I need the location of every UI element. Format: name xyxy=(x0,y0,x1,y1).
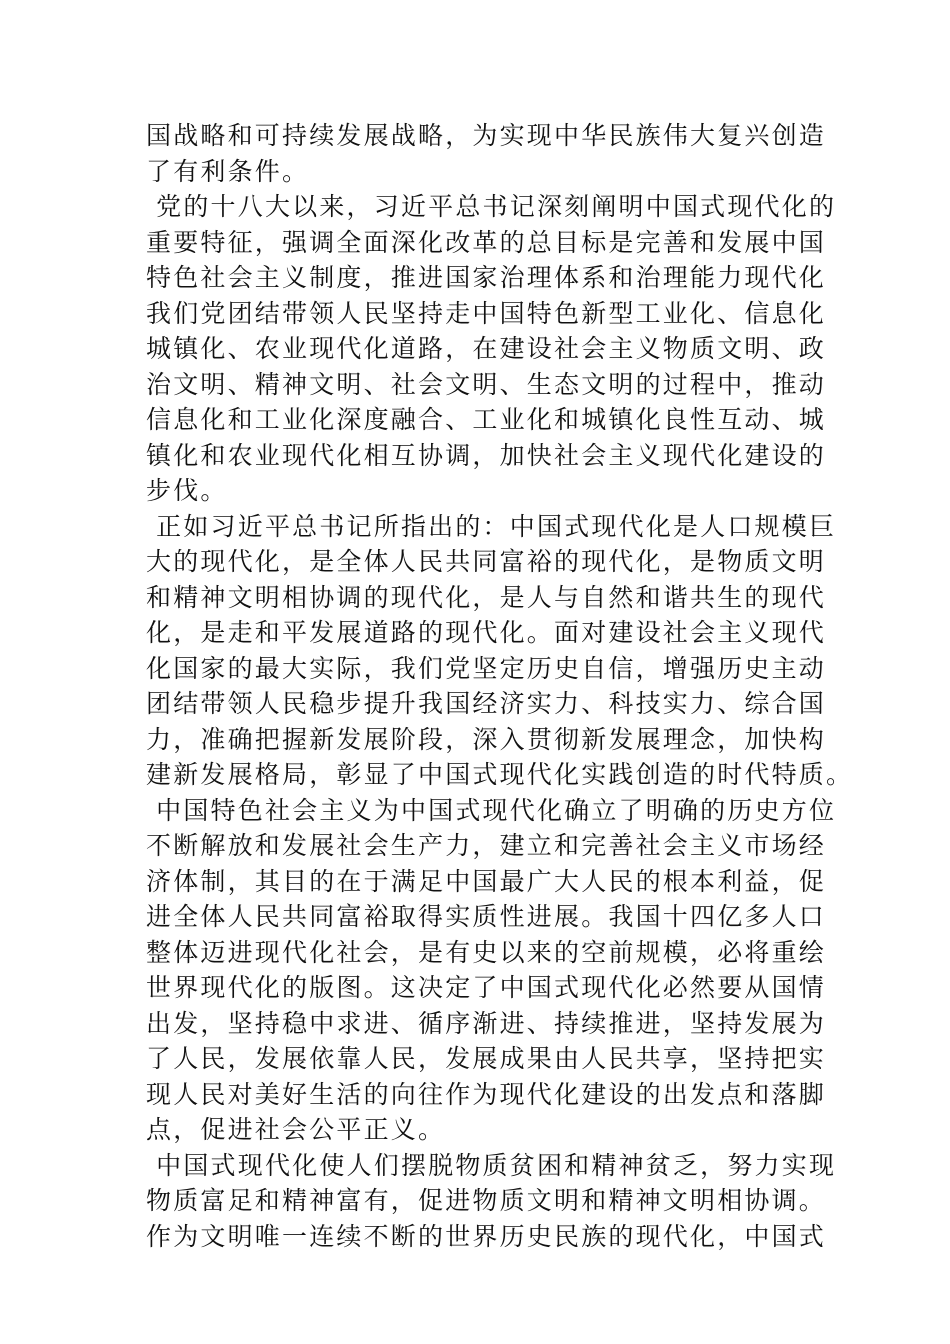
text-line: 中国式现代化使人们摆脱物质贫困和精神贫乏，努力实现 xyxy=(146,1150,837,1180)
body-text xyxy=(146,118,854,1254)
text-line: 现人民对美好生活的向往作为现代化建设的出发点和落脚 xyxy=(146,1079,827,1109)
text-line: 城镇化、农业现代化道路，在建设社会主义物质文明、政 xyxy=(146,334,827,363)
text-line: 进全体人民共同富裕取得实质性进展。我国十四亿多人口 xyxy=(146,902,827,931)
text-line: 世界现代化的版图。这决定了中国式现代化必然要从国情 xyxy=(146,973,827,1002)
text-line: 化，是走和平发展道路的现代化。面对建设社会主义现代 xyxy=(146,618,827,647)
text-line: 出发，坚持稳中求进、循序渐进、持续推进，坚持发展为 xyxy=(146,1008,827,1038)
text-line: 和精神文明相协调的现代化，是人与自然和谐共生的现代 xyxy=(146,582,827,612)
text-line: 我们党团结带领人民坚持走中国特色新型工业化、信息化 xyxy=(146,298,827,328)
text-line: 中国特色社会主义为中国式现代化确立了明确的历史方位 xyxy=(146,795,837,825)
text-line: 作为文明唯一连续不断的世界历史民族的现代化，中国式 xyxy=(146,1221,827,1251)
text-line: 镇化和农业现代化相互协调，加快社会主义现代化建设的 xyxy=(146,440,827,470)
text-line: 团结带领人民稳步提升我国经济实力、科技实力、综合国 xyxy=(146,689,827,718)
text-line: 了有利条件。 xyxy=(146,156,310,186)
text-line: 化国家的最大实际，我们党坚定历史自信，增强历史主动 xyxy=(146,653,827,683)
text-line: 特色社会主义制度，推进国家治理体系和治理能力现代化 xyxy=(146,263,827,292)
text-line: 整体迈进现代化社会，是有史以来的空前规模，必将重绘 xyxy=(146,937,827,967)
text-line: 信息化和工业化深度融合、工业化和城镇化良性互动、城 xyxy=(146,405,827,434)
text-line: 党的十八大以来，习近平总书记深刻阐明中国式现代化的 xyxy=(146,192,837,221)
text-line: 物质富足和精神富有，促进物质文明和精神文明相协调。 xyxy=(146,1186,827,1215)
text-line: 力，准确把握新发展阶段，深入贯彻新发展理念，加快构 xyxy=(146,724,827,754)
text-line: 正如习近平总书记所指出的：中国式现代化是人口规模巨 xyxy=(146,511,837,541)
text-line: 步伐。 xyxy=(146,476,228,505)
text-line: 国战略和可持续发展战略，为实现中华民族伟大复兴创造 xyxy=(146,121,827,150)
text-line: 治文明、精神文明、社会文明、生态文明的过程中，推动 xyxy=(146,369,827,399)
text-line: 济体制，其目的在于满足中国最广大人民的根本利益，促 xyxy=(146,866,827,896)
text-line: 大的现代化，是全体人民共同富裕的现代化，是物质文明 xyxy=(146,547,827,576)
text-line: 建新发展格局，彰显了中国式现代化实践创造的时代特质。 xyxy=(146,760,854,789)
text-line: 重要特征，强调全面深化改革的总目标是完善和发展中国 xyxy=(146,227,827,257)
text-line: 了人民，发展依靠人民，发展成果由人民共享，坚持把实 xyxy=(146,1044,827,1073)
text-line: 不断解放和发展社会生产力，建立和完善社会主义市场经 xyxy=(146,831,827,860)
text-line: 点，促进社会公平正义。 xyxy=(146,1115,446,1144)
